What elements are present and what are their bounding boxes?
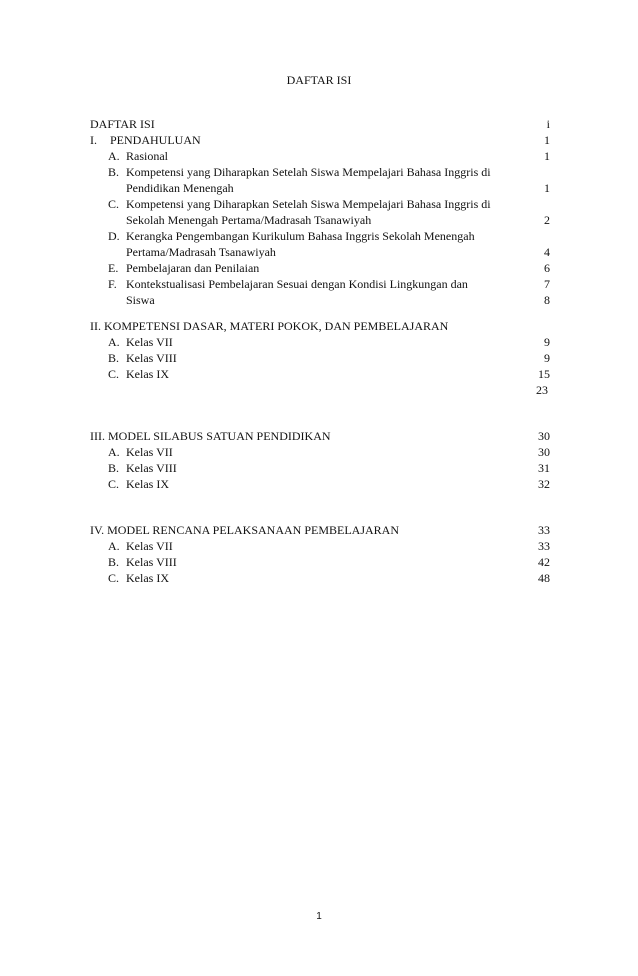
toc-item-index: B.: [108, 461, 120, 475]
toc-item-index: B.: [108, 351, 120, 365]
toc-item-kerangka-pengembangan: [90, 228, 560, 244]
toc-item-label: Kelas IX: [126, 477, 169, 491]
toc-item-label: Kelas IX: [126, 571, 169, 585]
toc-item-label-continued: Sekolah Menengah Pertama/Madrasah Tsanawiyah: [126, 213, 372, 227]
toc-page-number: 42: [538, 555, 550, 569]
toc-page-number: 8: [544, 293, 550, 307]
toc-item-label: Kelas VIII: [126, 461, 177, 475]
toc-entry-daftar-isi: [90, 116, 560, 132]
toc-item-kelas-viii: [90, 460, 560, 476]
toc-section-label: II. KOMPETENSI DASAR, MATERI POKOK, DAN PEMBELAJARAN: [90, 319, 449, 333]
toc-item-kelas-vii: [90, 538, 560, 554]
toc-item-pembelajaran-penilaian: [90, 260, 560, 276]
toc-section-label: PENDAHULUAN: [110, 133, 201, 147]
toc-item-rasional: [90, 148, 560, 164]
toc-item-index: D.: [108, 229, 120, 243]
toc-section-model-rpp: [90, 522, 560, 538]
toc-page-number: 31: [538, 461, 550, 475]
toc-section-label: III. MODEL SILABUS SATUAN PENDIDIKAN: [90, 429, 331, 443]
toc-page-number: 32: [538, 477, 550, 491]
toc-item-label: Kontekstualisasi Pembelajaran Sesuai dengan Kondisi Lingkungan dan: [126, 277, 468, 291]
toc-extra-page-row: [90, 382, 560, 398]
toc-item-kelas-vii: [90, 334, 560, 350]
toc-page-number: 9: [544, 335, 550, 349]
toc-page-number: 15: [538, 367, 550, 381]
toc-item-index: A.: [108, 445, 120, 459]
toc-item-label: Kompetensi yang Diharapkan Setelah Siswa Mempelajari Bahasa Inggris di: [126, 197, 491, 211]
toc-item-continuation: [90, 292, 560, 308]
toc-page-number: 33: [538, 523, 550, 537]
toc-page-number: 9: [544, 351, 550, 365]
toc-entry-label: DAFTAR ISI: [90, 117, 155, 131]
toc-page-number: 7: [544, 277, 550, 291]
toc-item-label: Rasional: [126, 149, 168, 163]
toc-page-number: 1: [544, 133, 550, 147]
toc-page-number: 23: [536, 383, 548, 397]
toc-section-label: IV. MODEL RENCANA PELAKSANAAN PEMBELAJARAN: [90, 523, 400, 537]
toc-section-index: I.: [90, 133, 97, 147]
toc-item-continuation: [90, 212, 560, 228]
toc-item-index: C.: [108, 571, 120, 585]
toc-page-number: 30: [538, 445, 550, 459]
toc-item-kelas-viii: [90, 554, 560, 570]
toc-item-index: A.: [108, 335, 120, 349]
toc-item-label: Kelas VII: [126, 539, 173, 553]
toc-section-kompetensi-dasar: [90, 318, 560, 334]
toc-item-label: Kelas VIII: [126, 351, 177, 365]
toc-item-index: B.: [108, 555, 120, 569]
toc-item-label-continued: Siswa: [126, 293, 155, 307]
table-of-contents: [90, 116, 560, 586]
toc-item-kelas-viii: [90, 350, 560, 366]
toc-item-label: Kelas IX: [126, 367, 169, 381]
toc-page-number: 2: [544, 213, 550, 227]
toc-item-index: C.: [108, 197, 120, 211]
toc-page-number: 1: [544, 181, 550, 195]
toc-item-continuation: [90, 180, 560, 196]
toc-item-kompetensi-smp-mts: [90, 196, 560, 212]
toc-item-index: A.: [108, 539, 120, 553]
toc-item-kontekstualisasi: [90, 276, 560, 292]
toc-item-index: F.: [108, 277, 117, 291]
toc-item-index: C.: [108, 477, 120, 491]
toc-item-label: Kelas VIII: [126, 555, 177, 569]
toc-page-number: 6: [544, 261, 550, 275]
toc-item-label: Pembelajaran dan Penilaian: [126, 261, 260, 275]
toc-item-label-continued: Pendidikan Menengah: [126, 181, 234, 195]
toc-item-index: B.: [108, 165, 120, 179]
page-title: DAFTAR ISI: [286, 73, 352, 87]
toc-item-label: Kelas VII: [126, 335, 173, 349]
toc-page-number: 30: [538, 429, 550, 443]
toc-item-kompetensi-pendidikan-menengah: [90, 164, 560, 180]
toc-page-number: 48: [538, 571, 550, 585]
toc-page-number: 1: [544, 149, 550, 163]
toc-item-label: Kelas VII: [126, 445, 173, 459]
toc-item-index: E.: [108, 261, 119, 275]
toc-item-continuation: [90, 244, 560, 260]
toc-section-pendahuluan: [90, 132, 560, 148]
toc-page-number: i: [546, 117, 550, 131]
toc-item-label: Kompetensi yang Diharapkan Setelah Siswa Mempelajari Bahasa Inggris di: [126, 165, 491, 179]
toc-item-kelas-ix: [90, 570, 560, 586]
toc-item-label-continued: Pertama/Madrasah Tsanawiyah: [126, 245, 276, 259]
toc-item-index: A.: [108, 149, 120, 163]
toc-page-number: 4: [544, 245, 550, 259]
toc-section-model-silabus: [90, 428, 560, 444]
toc-item-kelas-ix: [90, 476, 560, 492]
toc-item-kelas-ix: [90, 366, 560, 382]
toc-page-number: 33: [538, 539, 550, 553]
footer-page-number: 1: [316, 911, 322, 922]
toc-item-label: Kerangka Pengembangan Kurikulum Bahasa Inggris Sekolah Menengah: [126, 229, 475, 243]
toc-item-index: C.: [108, 367, 120, 381]
toc-item-kelas-vii: [90, 444, 560, 460]
